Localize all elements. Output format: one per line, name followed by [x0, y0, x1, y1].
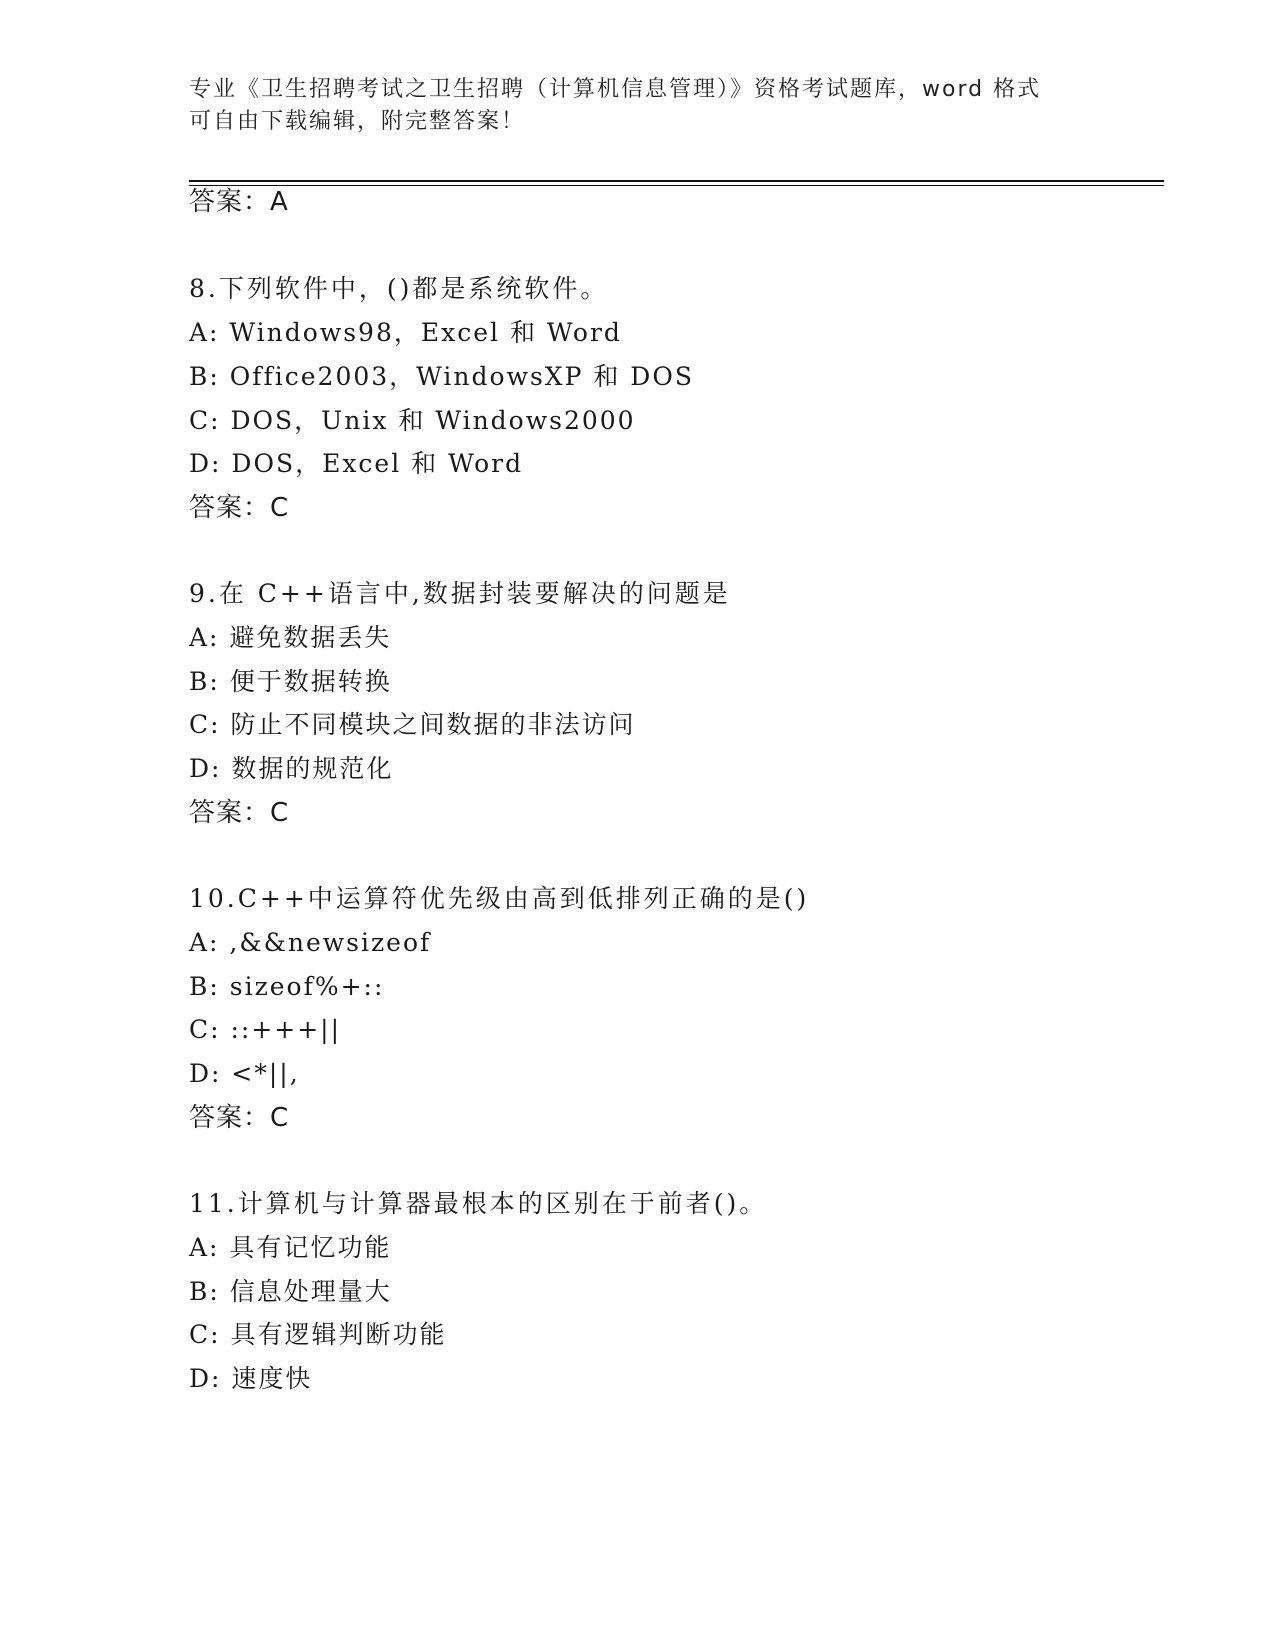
- q9-option-d: D: 数据的规范化: [189, 754, 394, 783]
- q8-option-c: C: DOS，Unix 和 Windows2000: [189, 406, 636, 435]
- q8-option-a: A: Windows98，Excel 和 Word: [189, 318, 622, 347]
- header-line-2: 可自由下载编辑，附完整答案！: [189, 109, 526, 134]
- q10-option-d: D: <*||,: [189, 1059, 300, 1088]
- q10-option-c: C: ::+++||: [189, 1015, 342, 1044]
- question-11: 11.计算机与计算器最根本的区别在于前者()。: [189, 1189, 768, 1218]
- q11-option-c: C: 具有逻辑判断功能: [189, 1320, 447, 1349]
- q9-answer: 答案：C: [189, 798, 290, 828]
- header-line-1: 专业《卫生招聘考试之卫生招聘（计算机信息管理）》资格考试题库，word 格式: [189, 77, 1042, 102]
- q9-option-a: A: 避免数据丢失: [189, 623, 392, 652]
- document-header: [189, 74, 1089, 138]
- question-10: 10.C++中运算符优先级由高到低排列正确的是(): [189, 884, 810, 913]
- answer-7: 答案：A: [189, 187, 289, 217]
- q9-option-b: B: 便于数据转换: [189, 667, 392, 696]
- q11-option-b: B: 信息处理量大: [189, 1277, 392, 1306]
- header-rule-thin: [189, 185, 1164, 186]
- q8-option-b: B: Office2003，WindowsXP 和 DOS: [189, 362, 694, 391]
- question-8: 8.下列软件中，()都是系统软件。: [189, 274, 609, 303]
- q10-option-b: B: sizeof%+::: [189, 972, 385, 1001]
- q10-option-a: A: ,&&newsizeof: [189, 928, 432, 957]
- q11-option-a: A: 具有记忆功能: [189, 1233, 392, 1262]
- q9-option-c: C: 防止不同模块之间数据的非法访问: [189, 710, 636, 739]
- q8-option-d: D: DOS，Excel 和 Word: [189, 449, 524, 478]
- q10-answer: 答案：C: [189, 1103, 290, 1133]
- q8-answer: 答案：C: [189, 493, 290, 523]
- q11-option-d: D: 速度快: [189, 1364, 313, 1393]
- header-rule-thick: [189, 180, 1164, 182]
- question-9: 9.在 C++语言中,数据封装要解决的问题是: [189, 579, 731, 608]
